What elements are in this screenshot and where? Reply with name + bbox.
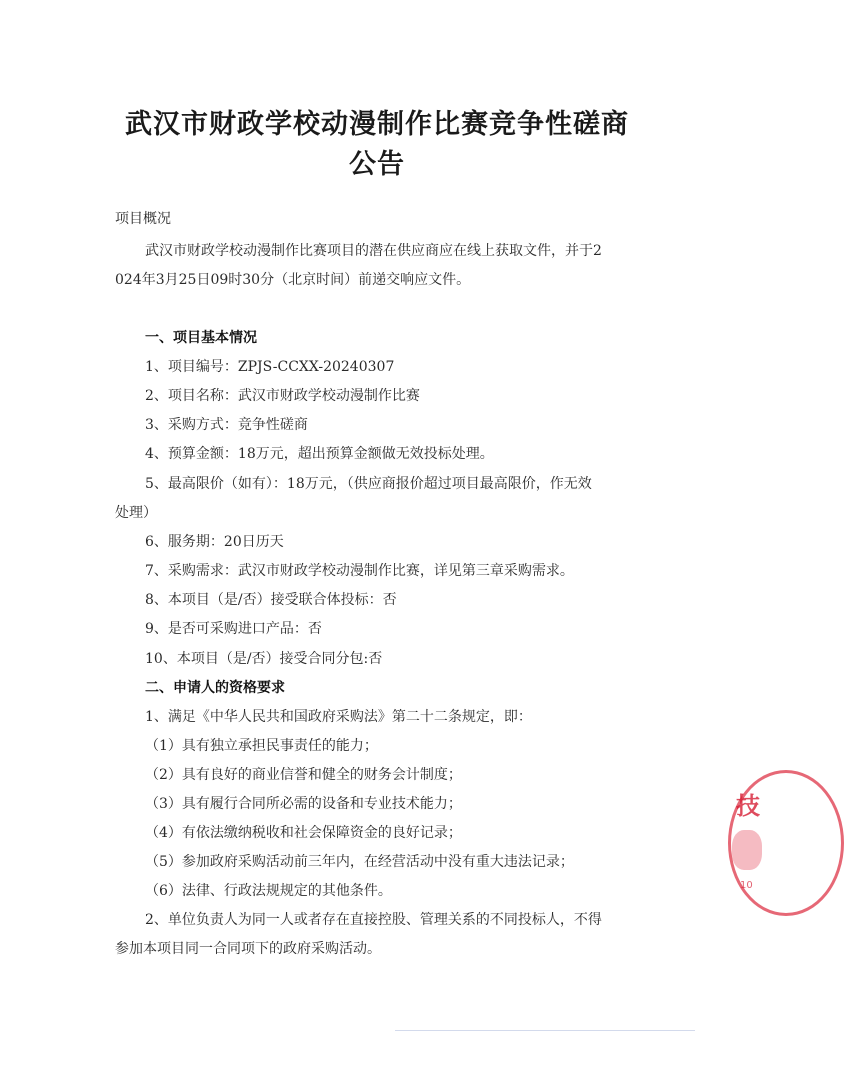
red-seal-stamp bbox=[728, 770, 788, 910]
qualification-condition: （4）有依法缴纳税收和社会保障资金的良好记录； bbox=[145, 825, 462, 841]
section1-item: 7、采购需求：武汉市财政学校动漫制作比赛，详见第三章采购需求。 bbox=[145, 563, 574, 579]
section1-item: 10、本项目（是/否）接受合同分包:否 bbox=[145, 651, 383, 667]
section2-heading: 二、申请人的资格要求 bbox=[145, 680, 285, 696]
qualification-condition: （2）具有良好的商业信誉和健全的财务会计制度； bbox=[145, 767, 462, 783]
section2-intro: 1、满足《中华人民共和国政府采购法》第二十二条规定，即： bbox=[145, 709, 532, 725]
qualification-condition: （5）参加政府采购活动前三年内，在经营活动中没有重大违法记录； bbox=[145, 854, 574, 870]
qualification-condition: （6）法律、行政法规规定的其他条件。 bbox=[145, 883, 392, 899]
section1-item: 5、最高限价（如有）：18万元，（供应商报价超过项目最高限价，作无效 bbox=[145, 476, 592, 492]
section1-item: 2、项目名称：武汉市财政学校动漫制作比赛 bbox=[145, 388, 420, 404]
seal-glyph: 技 bbox=[736, 792, 760, 820]
seal-digits: 10 bbox=[740, 880, 753, 891]
section1-heading: 一、项目基本情况 bbox=[145, 330, 257, 346]
qualification-condition: （1）具有独立承担民事责任的能力； bbox=[145, 738, 378, 754]
section1-item: 1、项目编号：ZPJS-CCXX-20240307 bbox=[145, 359, 395, 375]
section1-item: 8、本项目（是/否）接受联合体投标：否 bbox=[145, 592, 397, 608]
document-title: 武汉市财政学校动漫制作比赛竞争性磋商 bbox=[125, 109, 629, 140]
qualification-condition: （3）具有履行合同所必需的设备和专业技术能力； bbox=[145, 796, 462, 812]
section2-item2-line2: 参加本项目同一合同项下的政府采购活动。 bbox=[115, 941, 381, 957]
overview-paragraph-line2: 024年3月25日09时30分（北京时间）前递交响应文件。 bbox=[115, 272, 471, 288]
overview-paragraph-line1: 武汉市财政学校动漫制作比赛项目的潜在供应商应在线上获取文件，并于2 bbox=[145, 243, 602, 259]
section2-item2-line1: 2、单位负责人为同一人或者存在直接控股、管理关系的不同投标人，不得 bbox=[145, 912, 602, 928]
section1-item: 9、是否可采购进口产品：否 bbox=[145, 621, 322, 637]
overview-heading: 项目概况 bbox=[115, 211, 171, 227]
section1-item-continuation: 处理） bbox=[115, 505, 157, 521]
scan-artifact-line bbox=[395, 1030, 695, 1031]
section1-item: 3、采购方式：竞争性磋商 bbox=[145, 417, 308, 433]
seal-smudge bbox=[732, 830, 762, 870]
section1-item: 4、预算金额：18万元，超出预算金额做无效投标处理。 bbox=[145, 446, 494, 462]
section1-item: 6、服务期：20日历天 bbox=[145, 534, 284, 550]
document-title-line2: 公告 bbox=[349, 149, 405, 180]
